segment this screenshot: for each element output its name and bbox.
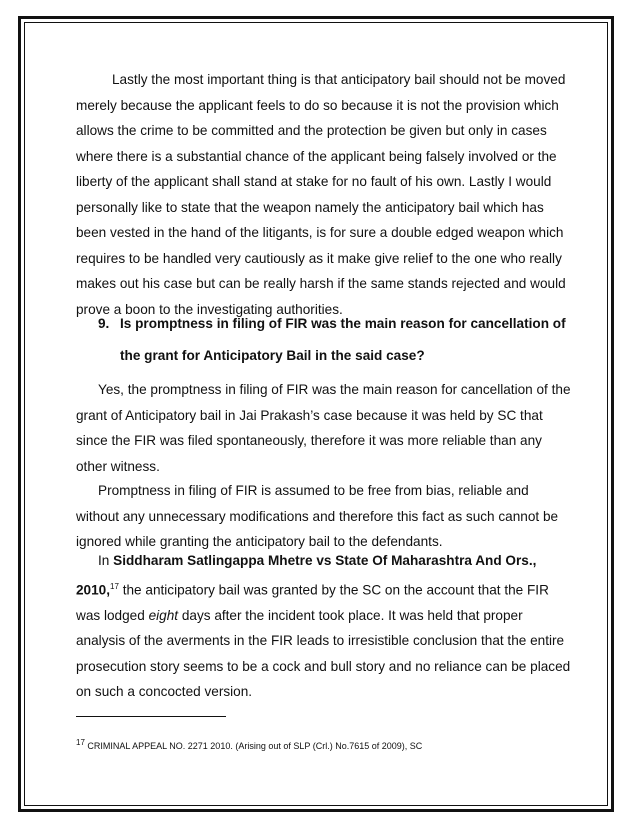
heading-text: Is promptness in filing of FIR was the main reason for cancellation of the grant for Anticipatory Bail in the said case? [120, 316, 566, 363]
case-name: Siddharam Satlingappa Mhetre vs State Of Maharashtra And Ors., 2010, [76, 553, 537, 598]
heading-number: 9. [98, 316, 110, 331]
paragraph-promptness-answer: Yes, the promptness in filing of FIR was the main reason for cancellation of the grant of Anticipatory bail in Jai Prakash’s case because it was held by SC that since the FIR was filed spontaneously, therefore it was more reliable than any other witness. [76, 382, 571, 474]
footnote-ref: 17 [110, 581, 119, 591]
footnote-text: CRIMINAL APPEAL NO. 2271 2010. (Arising out of SLP (Crl.) No.7615 of 2009), SC [87, 741, 423, 751]
paragraph-anticipatory-bail-conclusion: Lastly the most important thing is that anticipatory bail should not be moved merely because the applicant feels to do so because it is not the provision which allows the crime to be committed and the protection be given but only in cases where there is a substantial chance of the applicant being falsely involved or the liberty of the applicant shall stand at stake for no fault of his own. Lastly I would personally like to state that the weapon namely the anticipatory bail which has been vested in the hand of the litigants, is for sure a double edged weapon which requires to be handled very cautiously as it make give relief to the one who really makes out his case but can be really harsh if the same stands rejected and would prove a boon to the investigating authorities. [76, 72, 566, 317]
footnote-separator [76, 716, 226, 717]
paragraph-promptness-bias: Promptness in filing of FIR is assumed to be free from bias, reliable and without any unnecessary modifications and therefore this fact as such cannot be ignored while granting the anticipatory bail to the defendants. [76, 483, 559, 549]
question-heading-9 [98, 308, 568, 372]
para4-text-a: the anticipatory bail was granted by the SC on the account that the FIR was lodged [76, 582, 549, 623]
para4-text-b: days after the incident took place. It was held that proper analysis of the averments in the FIR leads to irresistible conclusion that the entire prosecution story seems to be a cock and bull story and no reliance can be placed on such a concocted version. [76, 607, 571, 700]
footnote-number: 17 [76, 738, 85, 747]
para4-italic: eight [148, 607, 179, 623]
paragraph-siddharam-case [76, 548, 572, 705]
para4-prefix: In [98, 553, 114, 568]
footnote-17 [76, 738, 572, 751]
